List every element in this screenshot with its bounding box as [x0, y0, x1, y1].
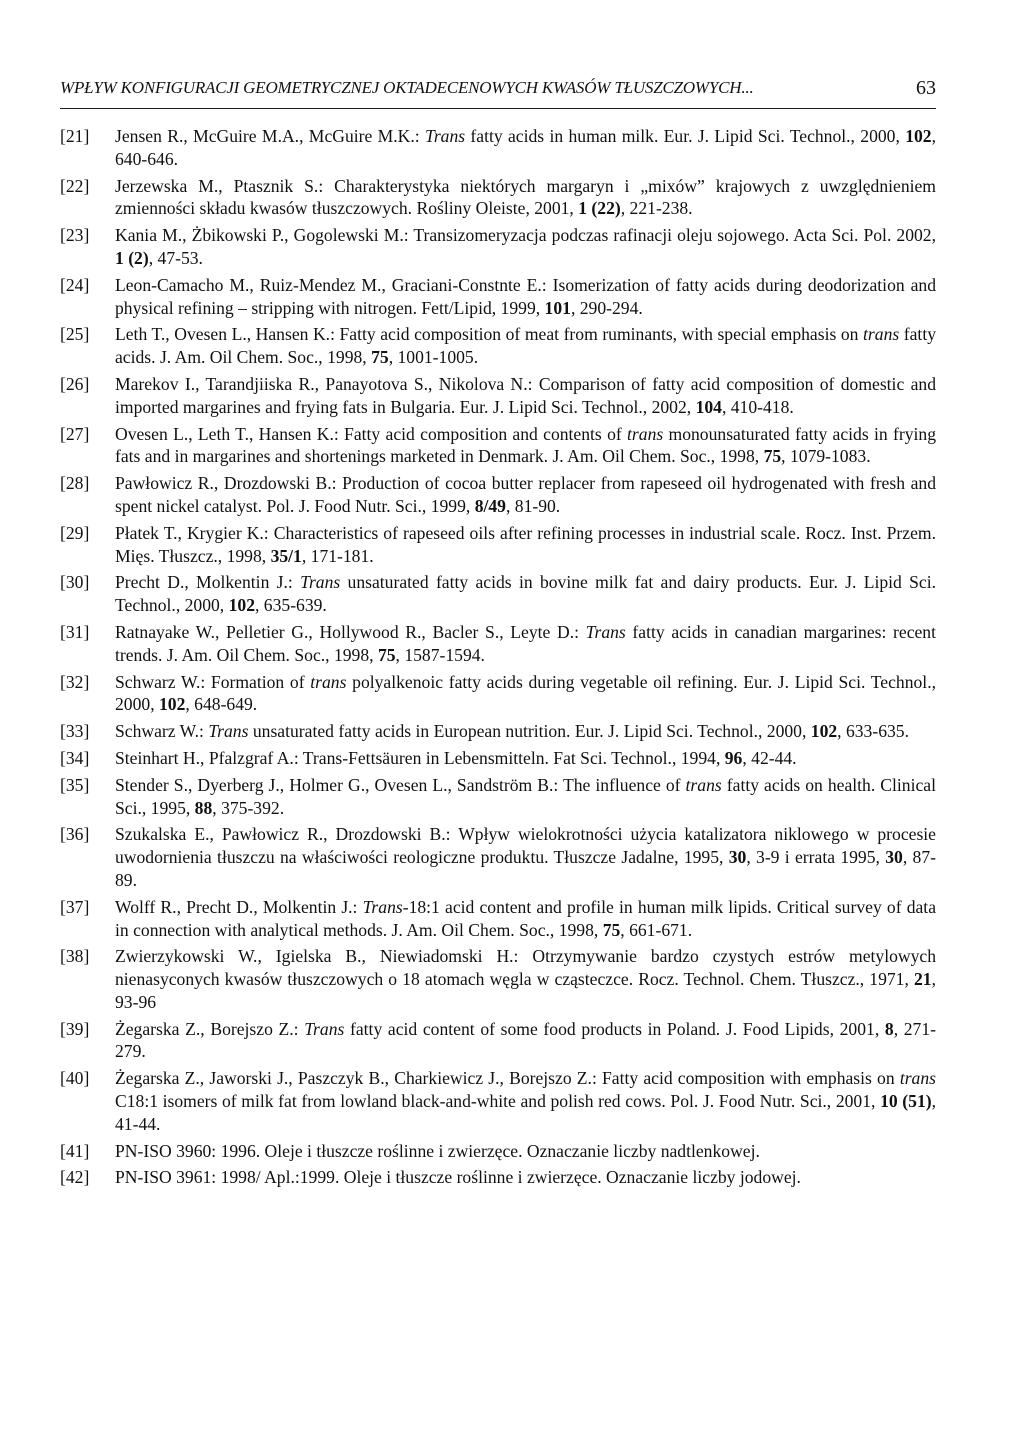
reference-text-segment: fatty acids in human milk. Eur. J. Lipid Sci. Technol., 2000, [465, 126, 906, 146]
reference-text-segment: Szukalska E., Pawłowicz R., Drozdowski B.: Wpływ wielokrotności użycia katalizatora niklowego w procesie uwodornienia tłuszczu na właściwości reologiczne produktu. Tłuszcze Jadalne, 1995, [115, 824, 936, 868]
reference-text-segment: , 41-44. [115, 1091, 937, 1134]
reference-text [115, 1018, 936, 1064]
reference-item [60, 224, 936, 270]
reference-text [115, 571, 936, 617]
reference-number: [26] [60, 373, 90, 394]
reference-text-segment: Płatek T., Krygier K.: Characteristics of rapeseed oils after refining processes in industrial scale. Rocz. Inst. Przem. Mięs. Tłuszcz., 1998, [115, 522, 936, 566]
reference-number: [32] [60, 671, 90, 692]
reference-text-segment: Wolff R., Precht D., Molkentin J.: [115, 896, 363, 917]
reference-text [115, 423, 936, 469]
reference-text-segment: Ratnayake W., Pelletier G., Hollywood R., Bacler S., Leyte D.: [115, 621, 586, 642]
reference-text [115, 747, 936, 770]
reference-text-segment: unsaturated fatty acids in European nutrition. Eur. J. Lipid Sci. Technol., 2000, [248, 721, 811, 742]
reference-text-segment: , 42-44. [742, 747, 797, 768]
reference-text-segment: , 221-238. [620, 198, 693, 219]
reference-item [60, 423, 936, 469]
reference-text-segment: Schwarz W.: Formation of [115, 671, 311, 692]
reference-number: [35] [60, 774, 90, 795]
reference-text-segment: Ovesen L., Leth T., Hansen K.: Fatty acid composition and contents of [115, 423, 628, 444]
reference-number: [37] [60, 896, 90, 917]
reference-text [115, 945, 936, 1013]
reference-text-segment: polyalkenoic fatty acids during vegetable oil refining. Eur. J. Lipid Sci. Technol., 2000, [115, 671, 936, 715]
reference-text [115, 1140, 936, 1163]
reference-item [60, 274, 936, 320]
reference-text-segment: Kania M., Żbikowski P., Gogolewski M.: Transizomeryzacja podczas rafinacji oleju sojowego. Acta Sci. Pol. 2002, [115, 225, 936, 246]
reference-italic-term: Trans [585, 621, 626, 642]
reference-text-segment: Leon-Camacho M., Ruiz-Mendez M., Graciani-Constnte E.: Isomerization of fatty acids during deodorization and physical refining – stripping with nitrogen. Fett/Lipid, 1999, [115, 274, 936, 318]
reference-volume: 1 (22) [578, 198, 621, 219]
reference-text-segment: Schwarz W.: [115, 721, 209, 742]
reference-text [115, 774, 936, 820]
reference-volume: 21 [914, 969, 932, 990]
reference-italic-term: trans [899, 1068, 936, 1089]
reference-text-segment: C18:1 isomers of milk fat from lowland black-and-white and polish red cows. Pol. J. Food Nutr. Sci., 2001, [115, 1091, 881, 1112]
reference-text [115, 323, 936, 369]
reference-volume: 102 [905, 126, 932, 146]
reference-volume: 102 [810, 721, 838, 742]
reference-text-segment: , 87-89. [115, 847, 936, 890]
reference-italic-term: trans [685, 774, 722, 795]
reference-volume: 104 [695, 396, 722, 417]
reference-text-segment: Żegarska Z., Borejszo Z.: [115, 1018, 305, 1039]
reference-italic-term: Trans [208, 721, 249, 742]
reference-item [60, 774, 936, 820]
page-number: 63 [916, 77, 936, 99]
reference-volume: 75 [371, 347, 389, 368]
reference-number: [42] [60, 1167, 90, 1188]
reference-item [60, 323, 936, 369]
reference-text-segment: PN-ISO 3961: 1998/ Apl.:1999. Oleje i tłuszcze roślinne i zwierzęce. Oznaczanie liczby jodowej. [115, 1167, 801, 1188]
reference-text-segment: , 1587-1594. [395, 644, 485, 665]
reference-text [115, 522, 936, 568]
reference-text-segment: Żegarska Z., Jaworski J., Paszczyk B., Charkiewicz J., Borejszo Z.: Fatty acid composition with emphasis on [115, 1068, 900, 1089]
reference-text-segment: Pawłowicz R., Drozdowski B.: Production of cocoa butter replacer from rapeseed oil hydrogenated with fresh and spent nickel catalyst. Pol. J. Food Nutr. Sci., 1999, [115, 473, 936, 516]
reference-item [60, 373, 936, 419]
reference-number: [41] [60, 1140, 90, 1161]
reference-text-segment: Stender S., Dyerberg J., Holmer G., Ovesen L., Sandström B.: The influence of [115, 774, 686, 795]
reference-item [60, 472, 936, 518]
reference-volume: 102 [158, 694, 186, 715]
reference-text [115, 823, 936, 891]
reference-text-segment: fatty acid content of some food products in Poland. J. Food Lipids, 2001, [344, 1018, 885, 1039]
reference-volume: 8/49 [474, 495, 506, 516]
reference-volume: 75 [377, 644, 396, 665]
reference-text-segment: , 635-639. [255, 595, 327, 616]
reference-text [115, 125, 936, 171]
reference-volume: 8 [884, 1018, 894, 1039]
reference-text-segment: unsaturated fatty acids in bovine milk fat and dairy products. Eur. J. Lipid Sci. Technol., 2000, [115, 572, 937, 616]
reference-volume: 96 [724, 747, 743, 768]
reference-number: [38] [60, 946, 90, 967]
reference-volume: 35/1 [270, 545, 302, 566]
reference-text [115, 621, 936, 667]
reference-text [115, 720, 936, 743]
running-header [60, 78, 936, 109]
reference-text-segment: , 93-96 [115, 969, 936, 1012]
reference-italic-term: Trans [304, 1018, 345, 1039]
reference-number: [24] [60, 274, 90, 295]
reference-volume: 75 [602, 919, 621, 940]
reference-volume: 1 (2) [115, 247, 149, 268]
reference-text-segment: Steinhart H., Pfalzgraf A.: Trans-Fettsäuren in Lebensmitteln. Fat Sci. Technol., 1994, [115, 747, 725, 768]
reference-number: [25] [60, 324, 90, 345]
reference-number: [33] [60, 721, 90, 742]
reference-text [115, 1067, 936, 1135]
reference-text-segment: , 640-646. [115, 126, 936, 169]
reference-number: [23] [60, 225, 90, 246]
reference-item [60, 747, 936, 770]
reference-volume: 10 (51) [880, 1091, 932, 1112]
reference-text [115, 175, 936, 221]
reference-italic-term: trans [310, 671, 347, 692]
reference-text-segment: , 47-53. [148, 247, 203, 268]
reference-item [60, 823, 936, 891]
reference-volume: 102 [228, 595, 255, 616]
reference-text-segment: monounsaturated fatty acids in frying fats and in margarines and shortenings marketed in Denmark. J. Am. Oil Chem. Soc., 1998, [115, 423, 936, 467]
reference-text-segment: fatty acids. J. Am. Oil Chem. Soc., 1998, [115, 324, 937, 368]
reference-text-segment: Zwierzykowski W., Igielska B., Niewiadomski H.: Otrzymywanie bardzo czystych estrów metylowych nienasyconych kwasów tłuszczowych o 18 atomach węgla w cząsteczce. Rocz. Technol. Chem. Tłuszcz., 1971, [115, 946, 936, 990]
reference-number: [34] [60, 747, 90, 768]
reference-text-segment: , 81-90. [505, 495, 561, 516]
reference-italic-term: trans [863, 324, 900, 345]
reference-text-segment: fatty acids in canadian margarines: recent trends. J. Am. Oil Chem. Soc., 1998, [115, 621, 936, 665]
reference-italic-term: Trans [362, 896, 403, 917]
reference-item [60, 175, 936, 221]
reference-item [60, 1166, 936, 1189]
reference-item [60, 671, 936, 717]
reference-text-segment: -18:1 acid content and profile in human milk lipids. Critical survey of data in connection with analytical methods. J. Am. Oil Chem. Soc., 1998, [115, 896, 937, 940]
reference-italic-term: trans [627, 423, 664, 444]
running-title: WPŁYW KONFIGURACJI GEOMETRYCZNEJ OKTADECENOWYCH KWASÓW TŁUSZCZOWYCH... [60, 78, 754, 97]
reference-item [60, 125, 936, 171]
reference-italic-term: Trans [300, 572, 341, 593]
reference-number: [30] [60, 572, 90, 593]
reference-volume: 88 [194, 797, 213, 818]
reference-list [60, 125, 936, 1193]
reference-item [60, 896, 936, 942]
reference-item [60, 1018, 936, 1064]
reference-item [60, 1067, 936, 1135]
reference-text-segment: , 633-635. [837, 721, 909, 742]
reference-text [115, 1166, 936, 1189]
reference-number: [28] [60, 473, 90, 494]
reference-text-segment: Leth T., Ovesen L., Hansen K.: Fatty acid composition of meat from ruminants, with special emphasis on [115, 324, 864, 345]
reference-item [60, 1140, 936, 1163]
reference-text-segment: , 171-181. [301, 545, 374, 566]
reference-text-segment: Jensen R., McGuire M.A., McGuire M.K.: [115, 126, 425, 146]
reference-item [60, 522, 936, 568]
reference-text [115, 224, 936, 270]
reference-number: [29] [60, 522, 90, 543]
reference-text [115, 671, 936, 717]
reference-volume: 75 [763, 446, 782, 467]
reference-text-segment: , 3-9 i errata 1995, [746, 847, 886, 868]
reference-number: [31] [60, 621, 90, 642]
reference-text [115, 274, 936, 320]
reference-text [115, 472, 936, 518]
reference-text-segment: Marekov I., Tarandjiiska R., Panayotova S., Nikolova N.: Comparison of fatty acid composition of domestic and imported margarines and frying fats in Bulgaria. Eur. J. Lipid Sci. Technol., 2002, [115, 373, 936, 417]
reference-text-segment: , 1001-1005. [388, 347, 479, 368]
reference-number: [39] [60, 1018, 90, 1039]
reference-text [115, 896, 936, 942]
reference-volume: 101 [544, 297, 571, 318]
reference-volume: 30 [728, 847, 747, 868]
reference-text-segment: , 410-418. [721, 396, 794, 417]
reference-text-segment: , 648-649. [185, 694, 258, 715]
reference-text-segment: , 375-392. [212, 797, 285, 818]
reference-text-segment: , 271-279. [115, 1018, 936, 1062]
reference-text-segment: fatty acids on health. Clinical Sci., 1995, [115, 774, 936, 818]
reference-item [60, 621, 936, 667]
reference-number: [40] [60, 1068, 90, 1089]
reference-item [60, 571, 936, 617]
reference-text-segment: , 1079-1083. [781, 446, 871, 467]
reference-number: [36] [60, 824, 90, 845]
reference-text-segment: Jerzewska M., Ptasznik S.: Charakterystyka niektórych margaryn i „mixów” krajowych z uwzględnieniem zmienności składu kwasów tłuszczowych. Rośliny Oleiste, 2001, [115, 175, 936, 219]
reference-number: [21] [60, 126, 90, 146]
reference-text-segment: , 661-671. [620, 919, 693, 940]
reference-text [115, 373, 936, 419]
reference-number: [22] [60, 175, 90, 196]
reference-number: [27] [60, 423, 90, 444]
reference-text-segment: Precht D., Molkentin J.: [115, 572, 301, 593]
reference-italic-term: Trans [425, 126, 466, 146]
reference-volume: 30 [885, 847, 903, 868]
reference-text-segment: , 290-294. [570, 297, 643, 318]
reference-item [60, 720, 936, 743]
reference-text-segment: PN-ISO 3960: 1996. Oleje i tłuszcze roślinne i zwierzęce. Oznaczanie liczby nadtlenkowej. [115, 1140, 760, 1161]
reference-item [60, 945, 936, 1013]
